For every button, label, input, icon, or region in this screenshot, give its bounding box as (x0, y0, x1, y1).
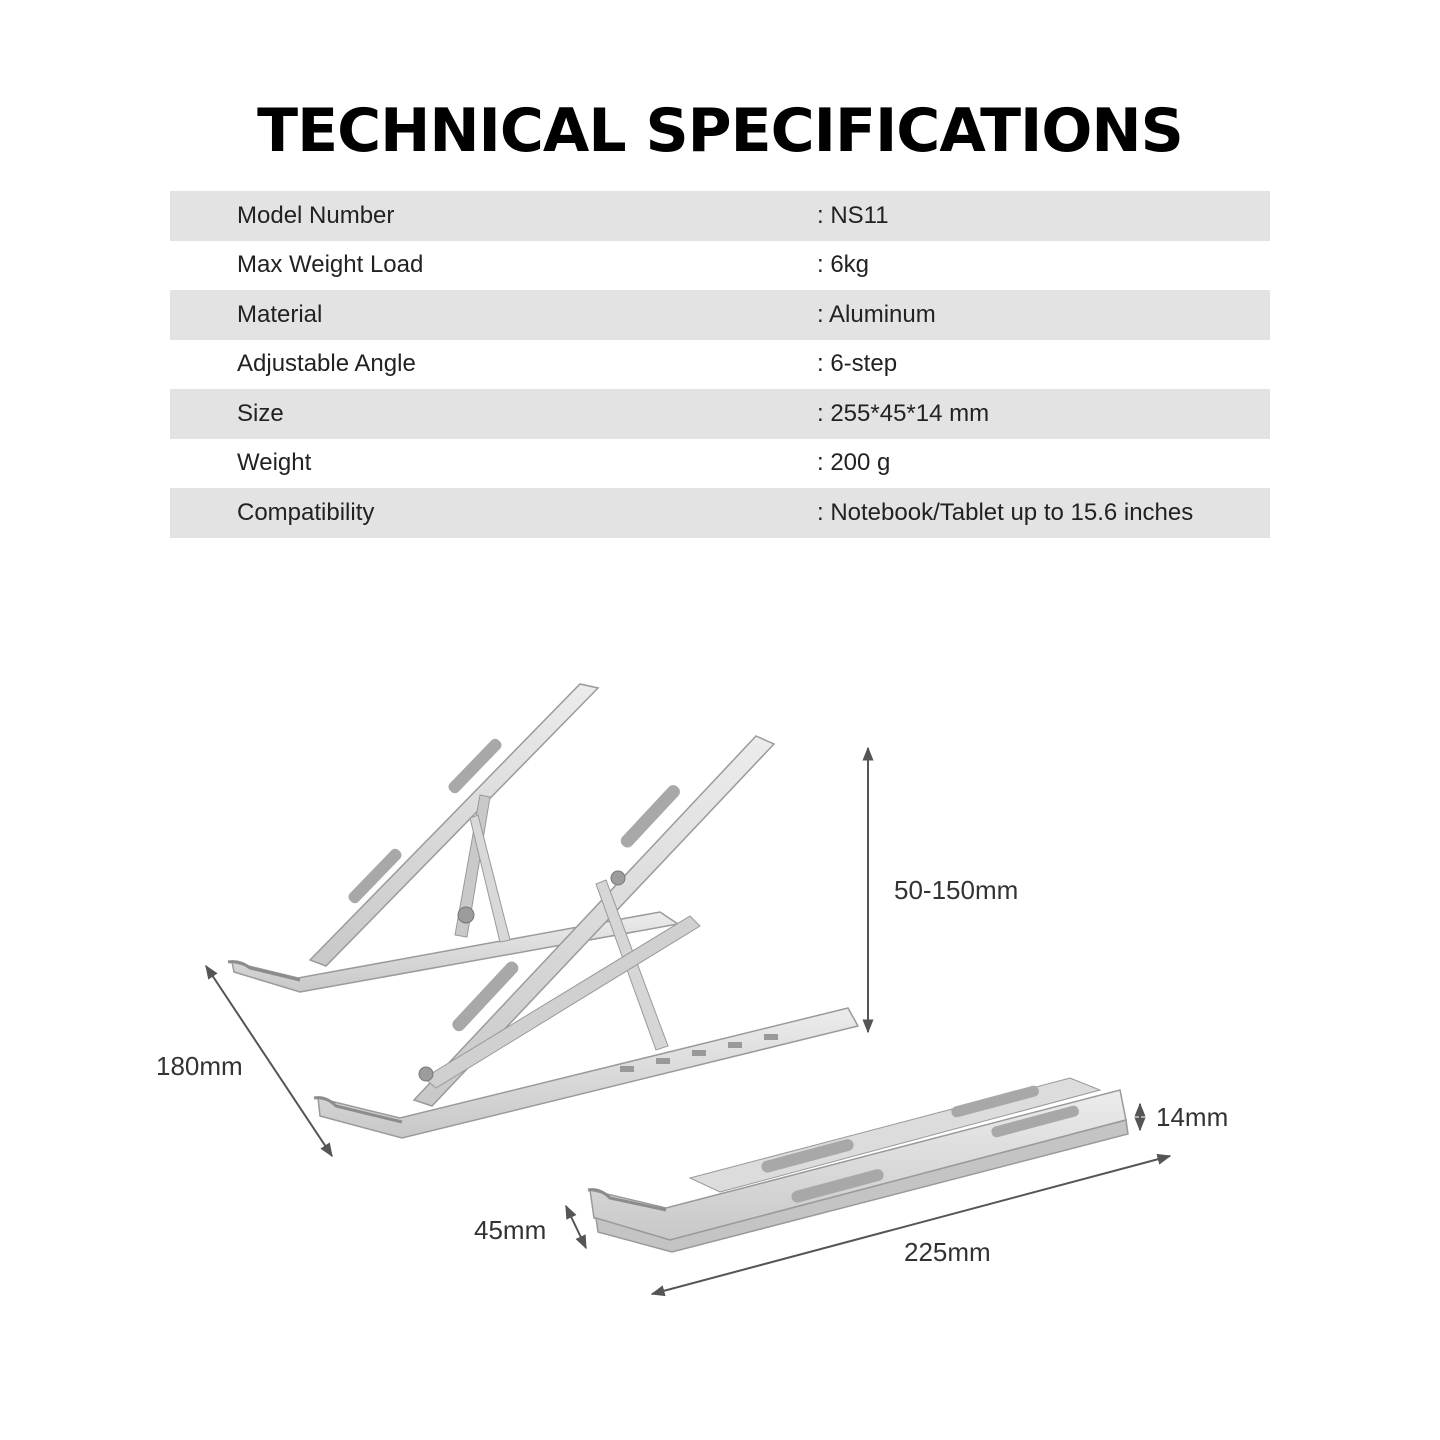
open-stand-illustration (228, 684, 858, 1138)
spec-value: : 255*45*14 mm (817, 399, 990, 427)
length-dimension-label: 225mm (904, 1237, 991, 1267)
spec-value: : Aluminum (817, 300, 936, 328)
spec-value: : NS11 (817, 201, 889, 229)
width-dimension-line (566, 1206, 586, 1248)
spec-value: : 6kg (817, 251, 870, 279)
height-dimension-label: 50-150mm (894, 875, 1019, 905)
spec-label: Max Weight Load (237, 251, 424, 279)
thickness-dimension-label: 14mm (1156, 1102, 1229, 1132)
spec-label: Adjustable Angle (237, 350, 416, 378)
spec-value: : 200 g (817, 449, 891, 477)
depth-dimension-label: 180mm (156, 1051, 243, 1081)
spec-label: Weight (237, 449, 312, 477)
page-title: TECHNICAL SPECIFICATIONS (257, 96, 1183, 166)
spec-value: : 6-step (817, 350, 898, 378)
folded-stand-illustration (588, 1078, 1128, 1252)
spec-label: Compatibility (237, 498, 375, 526)
spec-value: : Notebook/Tablet up to 15.6 inches (817, 498, 1194, 526)
width-dimension-label: 45mm (474, 1215, 547, 1245)
spec-label: Size (237, 399, 284, 427)
spec-label: Model Number (237, 201, 395, 229)
spec-label: Material (237, 300, 323, 328)
